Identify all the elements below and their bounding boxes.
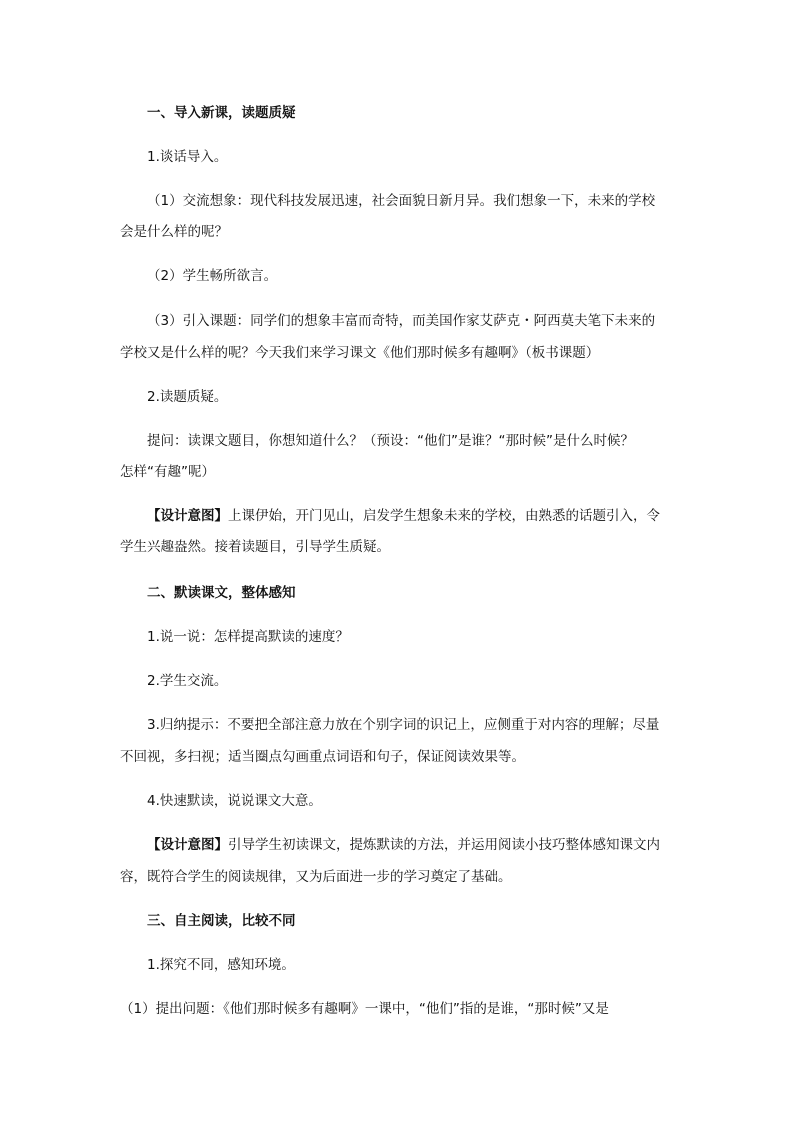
paragraph: 1.探究不同，感知环境。	[147, 957, 295, 973]
paragraph: 3.归纳提示：不要把全部注意力放在个别字词的识记上，应侧重于对内容的理解；尽量	[147, 717, 660, 733]
paragraph-continuation: 怎样“有趣”呢）	[120, 464, 215, 480]
paragraph: 1.谈话导入。	[147, 149, 228, 165]
section-heading-2: 二、默读课文，整体感知	[147, 585, 296, 601]
design-intent-text: 引导学生初读课文，提炼默读的方法，并运用阅读小技巧整体感知课文内	[228, 837, 660, 853]
design-intent-paragraph	[147, 836, 660, 854]
paragraph: （1）交流想象：现代科技发展迅速，社会面貌日新月异。我们想象一下，未来的学校	[147, 193, 656, 209]
section-heading-1: 一、导入新课，读题质疑	[147, 105, 296, 121]
paragraph: 1.说一说：怎样提高默读的速度？	[147, 629, 349, 645]
paragraph: （2）学生畅所欲言。	[147, 268, 278, 284]
section-heading-3: 三、自主阅读，比较不同	[147, 913, 296, 929]
paragraph-continuation: 学生兴趣盎然。接着读题目，引导学生质疑。	[120, 539, 390, 555]
paragraph: （3）引入课题：同学们的想象丰富而奇特，而美国作家艾萨克・阿西莫夫笔下未来的	[147, 313, 656, 329]
paragraph-continuation: 容，既符合学生的阅读规律，又为后面进一步的学习奠定了基础。	[120, 869, 512, 885]
paragraph-continuation: 不回视，多扫视；适当圈点勾画重点词语和句子，保证阅读效果等。	[120, 749, 525, 765]
design-intent-paragraph	[147, 507, 660, 525]
design-intent-tag: 【设计意图】	[147, 837, 228, 853]
paragraph: 2.学生交流。	[147, 673, 228, 689]
paragraph: 提问：读课文题目，你想知道什么？（预设：“他们”是谁？“那时候”是什么时候？	[147, 433, 634, 449]
paragraph: 2.读题质疑。	[147, 389, 228, 405]
design-intent-text: 上课伊始，开门见山，启发学生想象未来的学校，由熟悉的话题引入，令	[228, 508, 660, 524]
paragraph: 4.快速默读，说说课文大意。	[147, 793, 322, 809]
paragraph-continuation: 学校又是什么样的呢？今天我们来学习课文《他们那时候多有趣啊》（板书课题）	[120, 345, 600, 361]
paragraph-continuation: 会是什么样的呢？	[120, 224, 228, 240]
paragraph: （1）提出问题：《他们那时候多有趣啊》一课中，“他们”指的是谁，“那时候”又是	[120, 1001, 609, 1017]
design-intent-tag: 【设计意图】	[147, 508, 228, 524]
